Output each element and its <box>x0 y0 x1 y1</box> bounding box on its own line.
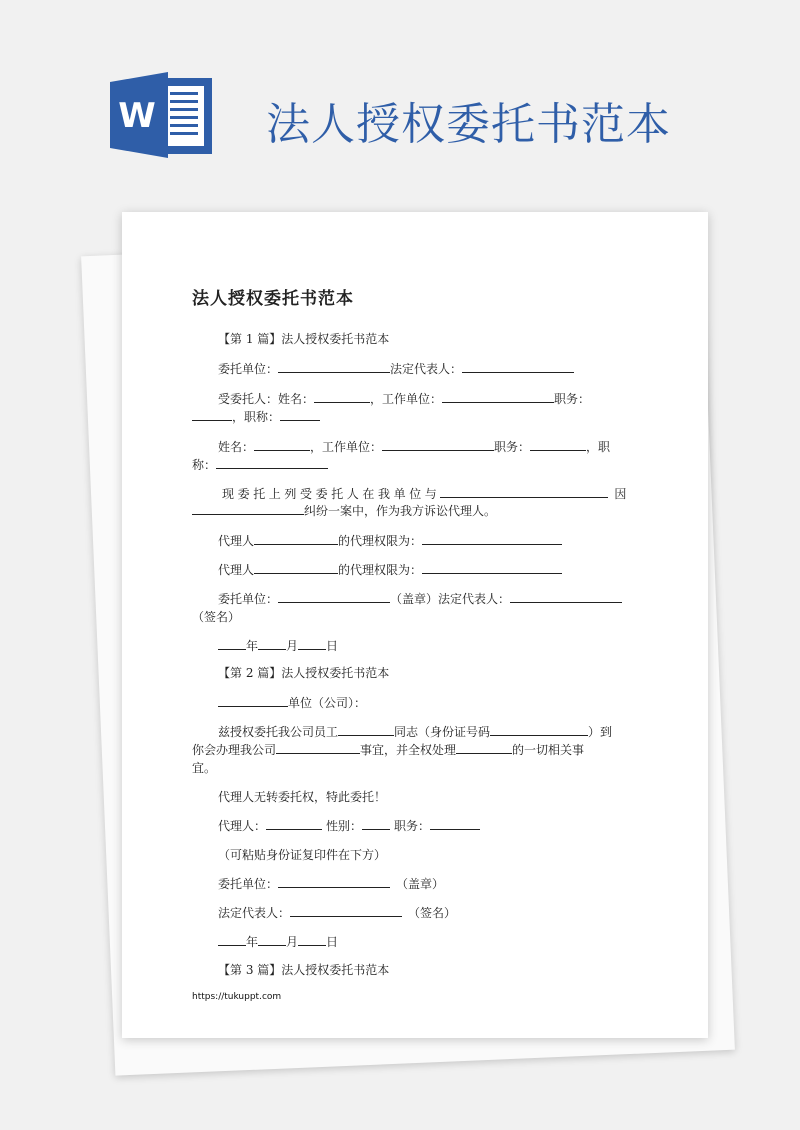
word-icon <box>110 72 214 158</box>
s2-line-handle: 你会办理我公司 事宜，并全权处理 的一切相关事 <box>192 743 585 757</box>
section-3-heading: 【第 3 篇】法人授权委托书范本 <box>218 963 390 977</box>
s1-line-dispute: 纠纷一案中，作为我方诉讼代理人。 <box>192 504 638 518</box>
s2-line-legal-rep: 法定代表人： （签名） <box>218 906 457 920</box>
document-page <box>122 212 708 1038</box>
document-title: 法人授权委托书范本 <box>192 289 354 309</box>
s1-line-signature: （签名） <box>192 610 241 624</box>
s1-line-trustee-title: ，职称： <box>192 410 638 424</box>
s2-line-agent: 代理人： 性别： 职务： <box>192 819 664 833</box>
s1-line-trustee: 受委托人：姓名： ，工作单位： 职务： <box>218 392 591 406</box>
s2-line-id-note: （可粘贴身份证复印件在下方） <box>218 848 387 862</box>
s2-line-entrusting-unit: 委托单位： （盖章） <box>218 877 445 891</box>
s2-line-no-transfer: 代理人无转委托权，特此委托！ <box>218 790 387 804</box>
s2-line-authorize: 兹授权委托我公司员工 同志（身份证号码 ）到 <box>218 725 613 739</box>
section-2-heading: 【第 2 篇】法人授权委托书范本 <box>218 666 390 680</box>
s2-line-company: 单位（公司）： <box>192 696 664 710</box>
s1-line-trustee-2: 姓名： ，工作单位： 职务： ，职 <box>218 440 611 454</box>
s2-line-matters: 宜。 <box>192 761 217 775</box>
section-1-heading: 【第 1 篇】法人授权委托书范本 <box>218 332 390 346</box>
logo-letter: W <box>118 96 156 136</box>
s1-line-trustee-2-title: 称： <box>192 458 638 472</box>
s1-line-entrusting-unit: 委托单位： 法定代表人： <box>192 362 664 376</box>
s1-line-seal: 委托单位： （盖章）法定代表人： <box>192 592 664 606</box>
s1-line-delegation: 现委托上列受委托人在我单位与 因 <box>222 487 627 501</box>
s1-line-agent-2: 代理人 的代理权限为： <box>192 563 664 577</box>
footer-url: https://tukuppt.com <box>192 992 282 1002</box>
s1-line-date: 年 月 日 <box>192 639 664 653</box>
s1-line-agent-1: 代理人 的代理权限为： <box>192 534 664 548</box>
banner-title: 法人授权委托书范本 <box>266 99 671 150</box>
s2-line-date: 年 月 日 <box>192 935 664 949</box>
